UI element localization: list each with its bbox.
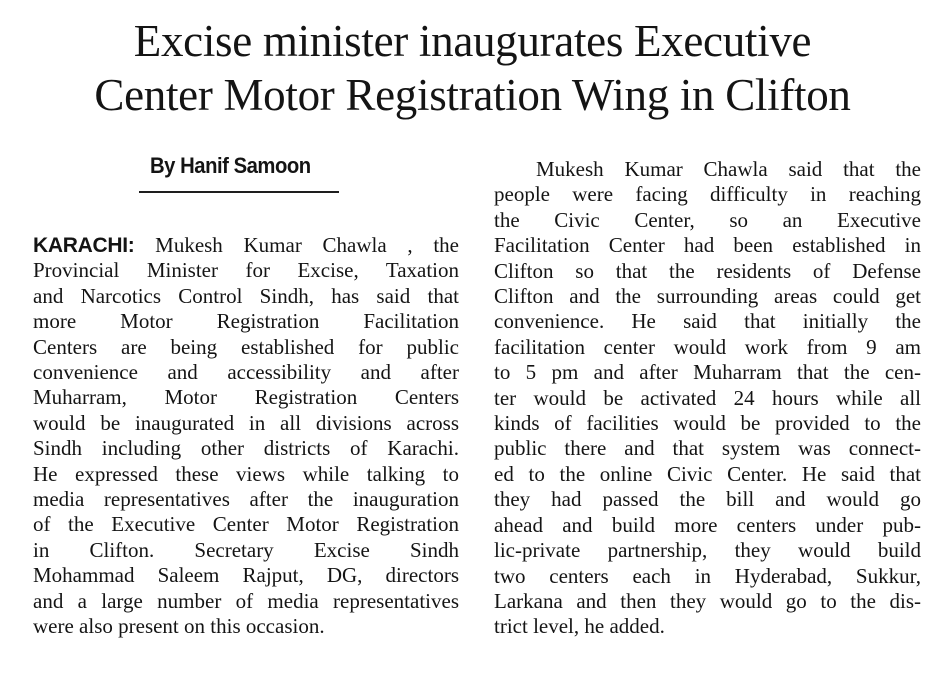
right-column-line: to 5 pm and after Muharram that the cen-: [494, 360, 921, 385]
left-column-line: were also present on this occasion.: [33, 614, 325, 639]
left-column-line: and a large number of media representatives: [33, 588, 459, 613]
dateline: KARACHI:: [33, 234, 135, 257]
right-column-line: Facilitation Center had been established in: [494, 233, 921, 258]
left-column-line: and Narcotics Control Sindh, has said that: [33, 283, 459, 308]
right-column-line: Larkana and then they would go to the dis-: [494, 588, 921, 613]
left-column-line: Provincial Minister for Excise, Taxation: [33, 258, 459, 283]
left-column-line: Mohammad Saleem Rajput, DG, directors: [33, 563, 459, 588]
left-column-line: convenience and accessibility and after: [33, 360, 459, 385]
byline-rule: [139, 191, 339, 193]
right-column-line: people were facing difficulty in reaching: [494, 182, 921, 207]
right-column-line: kinds of facilities would be provided to the: [494, 411, 921, 436]
left-column-line: would be inaugurated in all divisions across: [33, 410, 459, 435]
headline-line-1: Excise minister inaugurates Executive: [133, 16, 812, 66]
left-column-line: Centers are being established for public: [33, 334, 459, 359]
left-column-line: of the Executive Center Motor Registration: [33, 512, 459, 537]
right-column-line: two centers each in Hyderabad, Sukkur,: [494, 563, 921, 588]
right-column-line: facilitation center would work from 9 am: [494, 334, 921, 359]
left-column-line-0: [33, 233, 459, 258]
left-column-line: He expressed these views while talking to: [33, 461, 459, 486]
right-column-line: ter would be activated 24 hours while all: [494, 385, 921, 410]
right-column-line: ahead and build more centers under pub-: [494, 512, 921, 537]
left-column-line: media representatives after the inauguration: [33, 487, 459, 512]
right-column-line: the Civic Center, so an Executive: [494, 207, 921, 232]
right-column-line: public there and that system was connect-: [494, 436, 921, 461]
right-column-line: lic-private partnership, they would build: [494, 538, 921, 563]
right-column: [494, 157, 921, 640]
right-column-line: trict level, he added.: [494, 614, 665, 639]
left-column-line: Muharram, Motor Registration Centers: [33, 385, 459, 410]
right-column-line: Mukesh Kumar Chawla said that the: [536, 157, 921, 181]
right-column-line: convenience. He said that initially the: [494, 309, 921, 334]
headline-line-2: Center Motor Registration Wing in Clifton: [94, 70, 851, 120]
right-column-line: Clifton and the surrounding areas could get: [494, 284, 921, 309]
left-column: [33, 233, 459, 640]
left-column-line: in Clifton. Secretary Excise Sindh: [33, 537, 459, 562]
right-column-line: Clifton so that the residents of Defense: [494, 258, 921, 283]
left-column-line: Sindh including other districts of Karachi.: [33, 436, 459, 461]
byline: By Hanif Samoon: [150, 153, 311, 178]
headline: [0, 14, 945, 122]
left-column-first-text: Mukesh Kumar Chawla , the: [155, 233, 459, 257]
left-column-line: more Motor Registration Facilitation: [33, 309, 459, 334]
right-column-line: ed to the online Civic Center. He said that: [494, 461, 921, 486]
right-column-line: they had passed the bill and would go: [494, 487, 921, 512]
